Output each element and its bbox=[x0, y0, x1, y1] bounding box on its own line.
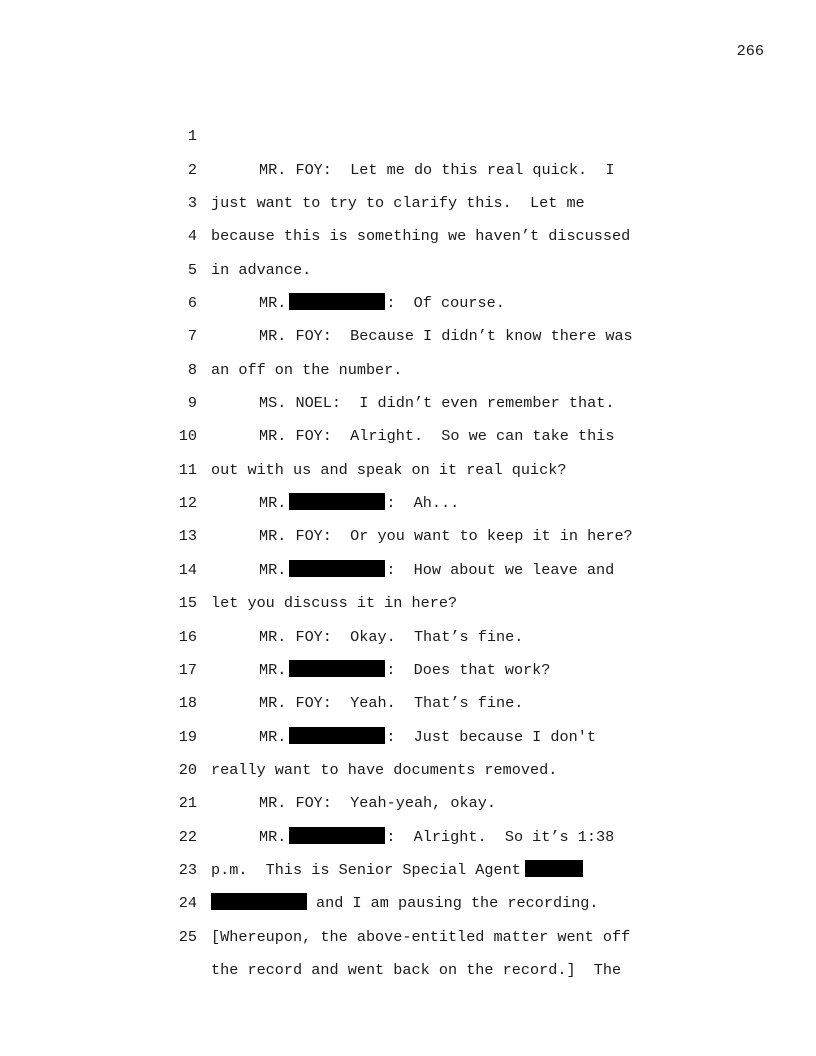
line-number: 20 bbox=[178, 760, 197, 779]
line-number: 8 bbox=[187, 360, 197, 379]
line-number: 13 bbox=[178, 527, 197, 546]
line-text: in advance. bbox=[211, 260, 312, 279]
line-number: 17 bbox=[178, 660, 197, 679]
line-number: 3 bbox=[187, 194, 197, 213]
line-number: 14 bbox=[178, 560, 197, 579]
line-number: 22 bbox=[178, 827, 197, 846]
line-number: 9 bbox=[187, 394, 197, 413]
speaker-prefix: MR. bbox=[259, 827, 287, 846]
line-text: MR. FOY: Yeah-yeah, okay. bbox=[259, 794, 496, 813]
line-text: out with us and speak on it real quick? bbox=[211, 460, 567, 479]
line-number: 12 bbox=[178, 494, 197, 513]
line-content: and I am pausing the recording. bbox=[316, 894, 599, 913]
line-number: 5 bbox=[187, 260, 197, 279]
line-number: 25 bbox=[178, 927, 197, 946]
line-remainder: : Of course. bbox=[386, 294, 505, 313]
line-text: MS. NOEL: I didn’t even remember that. bbox=[259, 394, 615, 413]
line-remainder: : Does that work? bbox=[386, 660, 551, 679]
line-text: MR. FOY: Alright. So we can take this bbox=[259, 427, 615, 446]
line-text: MR. FOY: Yeah. That’s fine. bbox=[259, 694, 524, 713]
line-text: just want to try to clarify this. Let me bbox=[211, 194, 585, 213]
line-number: 7 bbox=[187, 327, 197, 346]
line-number: 24 bbox=[178, 894, 197, 913]
line-number: 10 bbox=[178, 427, 197, 446]
page-number: 266 bbox=[736, 42, 764, 60]
line-number: 1 bbox=[187, 127, 197, 146]
line-text: MR. FOY: Because I didn’t know there was bbox=[259, 327, 633, 346]
line-number: 19 bbox=[178, 727, 197, 746]
line-number: 21 bbox=[178, 794, 197, 813]
transcript-line bbox=[0, 87, 816, 179]
line-number: 11 bbox=[178, 460, 197, 479]
line-number: 2 bbox=[187, 160, 197, 179]
speaker-prefix: MR. bbox=[259, 660, 287, 679]
line-text: because this is something we haven’t discussed bbox=[211, 227, 631, 246]
line-number: 15 bbox=[178, 594, 197, 613]
line-text: an off on the number. bbox=[211, 360, 403, 379]
line-number: 4 bbox=[187, 227, 197, 246]
line-remainder: : Ah... bbox=[386, 494, 460, 513]
line-text: really want to have documents removed. bbox=[211, 760, 558, 779]
line-remainder: : Alright. So it’s 1:38 bbox=[386, 827, 615, 846]
line-text: the record and went back on the record.] The bbox=[211, 960, 622, 979]
transcript-body bbox=[0, 87, 816, 979]
speaker-prefix: MR. bbox=[259, 560, 287, 579]
line-number: 23 bbox=[178, 860, 197, 879]
line-text: MR. FOY: Or you want to keep it in here? bbox=[259, 527, 633, 546]
line-text: MR. FOY: Let me do this real quick. I bbox=[259, 160, 615, 179]
line-number: 18 bbox=[178, 694, 197, 713]
line-text: MR. FOY: Okay. That’s fine. bbox=[259, 627, 524, 646]
line-content: p.m. This is Senior Special Agent bbox=[211, 860, 521, 879]
speaker-prefix: MR. bbox=[259, 494, 287, 513]
speaker-prefix: MR. bbox=[259, 727, 287, 746]
line-number: 6 bbox=[187, 294, 197, 313]
speaker-prefix: MR. bbox=[259, 294, 287, 313]
line-text: let you discuss it in here? bbox=[211, 594, 458, 613]
line-number: 16 bbox=[178, 627, 197, 646]
line-remainder: : Just because I don't bbox=[386, 727, 596, 746]
line-remainder: : How about we leave and bbox=[386, 560, 615, 579]
line-text: [Whereupon, the above-entitled matter went off bbox=[211, 927, 631, 946]
